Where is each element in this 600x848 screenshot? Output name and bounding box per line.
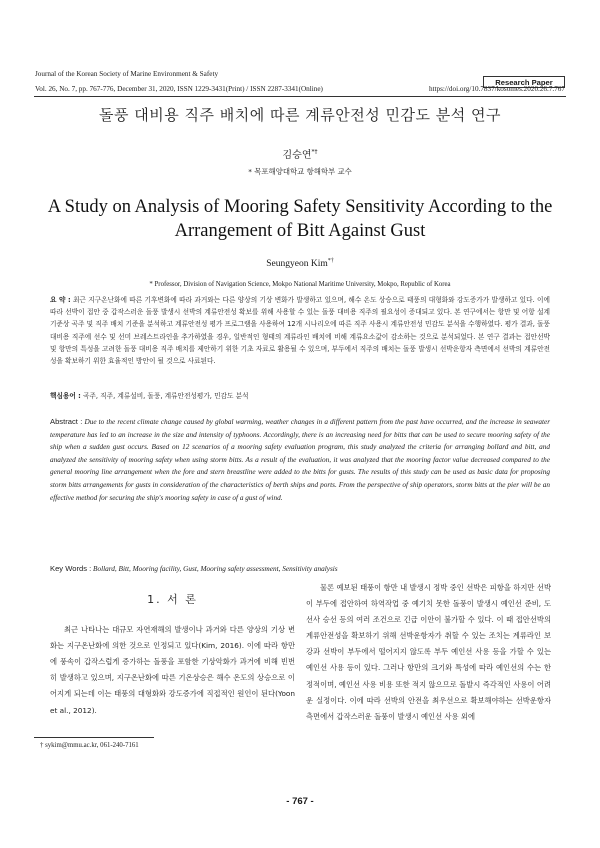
footnote-rule [34, 737, 154, 738]
keywords-korean-text: 곡주, 직주, 계류설비, 돌풍, 계류안전성평가, 민감도 분석 [82, 392, 249, 400]
abstract-english [50, 416, 550, 504]
introduction-paragraph: 최근 나타나는 대규모 자연재해의 발생이나 과거와 다른 양상의 기상 변화는 지구온난화에 의한 것으로 인정되고 있다(Kim, 2016). 이에 따라 항만에 풍속이 갑작스럽게 증가하는 돌풍을 포함한 기상악화가 과거에 비해 빈번히 발생하고 있으며, 지구온난화에 따른 기온상승은 해수 온도의 상승으로 이어지게 되는데 이는 태풍의 대형화와 강도증가에 직접적인 원인이 된다(Yoon et al., 2012). [50, 625, 295, 715]
journal-name: Journal of the Korean Society of Marine Environment & Safety [35, 70, 219, 78]
header-rule [34, 96, 566, 97]
author-english: Seungyeon Kim [266, 259, 328, 270]
abstract-korean-text: 최근 지구온난화에 따른 기후변화에 따라 과거와는 다른 양상의 기상 변화가 발생하고 있으며, 해수 온도 상승으로 태풍의 대형화와 강도증가가 발생하고 있다. 이에 따라 선박이 접안 중 갑작스러운 돌풍 발생시 선박의 계류안전성 확보를 위해 사용할 수 있는 돌풍 대비용 직주의 필요성이 증대되고 있다. 본 연구에서는 항만 및 어항 설계기준상 곡주 및 직주 배치 기준을 분석하고 계류안전성 평가 프로그램을 사용하여 12개 시나리오에 따른 직주 사용시 계류안전성 민감도 분석을 수행하였다. 평가 결과, 돌풍 대비용 직주에 선수 및 선미 브레스트라인을 추가하였을 경우, 일반적인 형태의 계류라인 배치에 비해 계류요소값이 감소하는 것으로 분석되었다. 본 연구 결과는 접안선박 및 항만의 특성을 고려한 돌풍 대비용 직주 배치를 제안하기 위한 기초 자료로 활용될 수 있으며, 부두에서 직주의 배치는 돌풍 발생시 선박운항자 측면에서 선박의 계류안전성을 확보하기 위한 효율적인 방안이 될 것으로 사료된다. [50, 296, 550, 366]
page-number: - 767 - [286, 796, 314, 807]
author-mark-en: *† [327, 258, 334, 264]
article-type-badge: Research Paper [483, 76, 565, 88]
author-english-line [0, 258, 600, 269]
affiliation-english: * Professor, Division of Navigation Science, Mokpo National Maritime University, Mokpo, Republic of Korea [149, 281, 451, 288]
title-english-line1: A Study on Analysis of Mooring Safety Sensitivity According to the [47, 197, 553, 217]
footnote-email[interactable]: sykim@mmu.ac.kr, 061-240-7161 [45, 742, 139, 749]
author-mark: *† [311, 148, 318, 156]
affiliation-korean: * 목포해양대학교 항해학부 교수 [248, 167, 352, 176]
left-column [50, 592, 295, 719]
section-heading-introduction: 1. 서 론 [147, 593, 198, 606]
volume-info: Vol. 26, No. 7, pp. 767-776, December 31, 2020, ISSN 1229-3431(Print) / ISSN 2287-3341(Online) [35, 85, 323, 93]
title-korean: 돌풍 대비용 직주 배치에 따른 계류안전성 민감도 분석 연구 [99, 106, 501, 124]
right-column-paragraph: 물론 예보된 태풍이 항만 내 발생시 정박 중인 선박은 피항을 하지만 선박이 부두에 접안하여 하역작업 중 예기치 못한 돌풍이 발생시 예인선 준비, 도선사 승선 등의 여러 조건으로 긴급 이안이 불가할 수 있다. 이 때 접안선박의 계류안전성을 확보하기 위해 선박운항자가 취할 수 있는 조치는 계류라인 보강과 선박이 부두에서 떨어지지 않도록 부두 예인선 사용 등을 가할 수 있는 예인선 사용 등이 있다. 그러나 항만의 크기와 특성에 따라 예인선의 수는 한정적이며, 예인선 사용 비용 또한 적지 않으므로 돌발시 즉각적인 사용이 어려운 실정이다. 이에 따라 선박의 안전을 최우선으로 확보해야하는 선박운항자 측면에서 갑작스러운 돌풍이 발생시 예인선 사용 외에 [306, 583, 551, 721]
abstract-korean-label: 요 약 : [50, 296, 71, 304]
keywords-korean-label: 핵심용어 : [50, 392, 81, 400]
keywords-korean [50, 390, 550, 402]
title-english-line2: Arrangement of Bitt Against Gust [174, 221, 426, 241]
author-korean: 김승연 [282, 150, 312, 161]
keywords-english-label: Key Words : [50, 564, 92, 573]
footnote [40, 742, 139, 749]
keywords-english-text: Bollard, Bitt, Mooring facility, Gust, Mooring safety assessment, Sensitivity analysis [93, 565, 338, 573]
abstract-english-label: Abstract : [50, 417, 83, 426]
keywords-english [50, 563, 550, 576]
abstract-korean [50, 294, 550, 367]
author-korean-line [0, 146, 600, 161]
footnote-mark: † [40, 742, 44, 749]
abstract-english-text: Due to the recent climate change caused by global warming, weather changes in a different pattern from the past have occurred, and the increase in seawater temperature has led to an increase in the size and intensity of typhoons. Accordingly, there is an increasing need for bitts that can be used to secure mooring safety of the ship when a sudden gust occurs. Based on 12 scenarios of a mooring safety evaluation program, this study analyzed the criteria for arranging bollard and bitt, and analyzed the sensitivity of mooring safety when using storm bitts. As a result of the evaluation, it was analyzed that the mooring factor value decreased compared to the general mooring line arrangement when the fore and stern breastline were added to the bitts for gusts. The results of this study can be used as basic data for proposing storm bitts arrangements for gusts in consideration of the characteristics of berth ships and ports. From the perspective of ship operators, storm bitts at the pier will be an effective method for securing the ship's mooring safety in case of a gust of wind. [50, 418, 551, 502]
right-column [306, 580, 551, 725]
doi-link[interactable]: https://doi.org/10.7837/kosomes.2020.26.7.767 [428, 85, 565, 93]
